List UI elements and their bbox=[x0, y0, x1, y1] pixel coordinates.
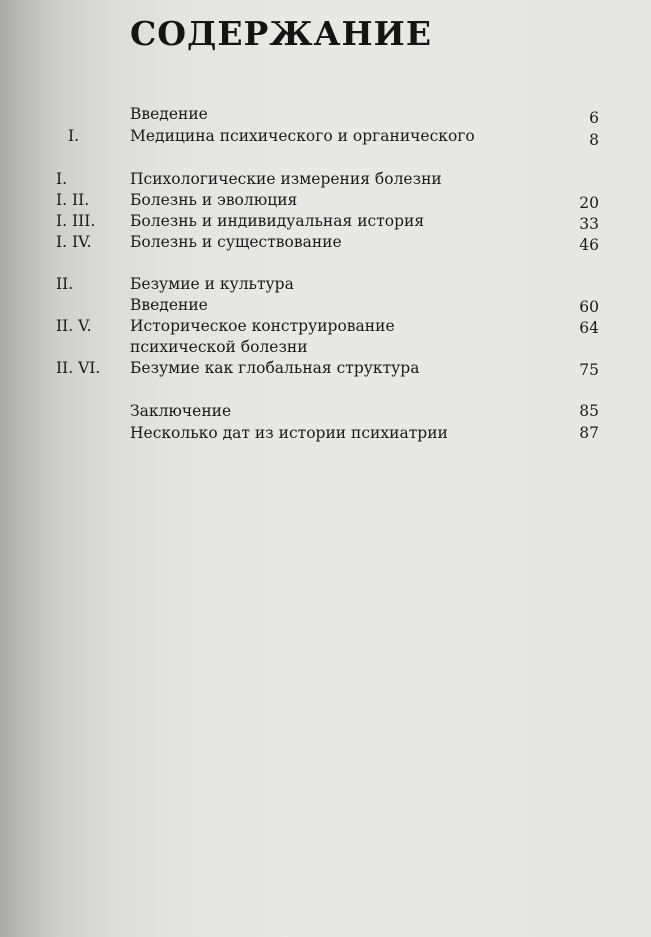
toc-entry-number: I. bbox=[68, 127, 80, 145]
toc-entry-page: 87 bbox=[579, 424, 599, 442]
toc-entry-number: I. IV. bbox=[56, 233, 92, 251]
toc-entry-page: 64 bbox=[579, 319, 599, 337]
page-title: СОДЕРЖАНИЕ bbox=[130, 14, 433, 53]
toc-entry-historical-construction-cont bbox=[0, 337, 651, 357]
toc-entry-number: I. III. bbox=[56, 212, 96, 230]
toc-entry-madness-culture bbox=[0, 274, 651, 294]
toc-entry-medicine bbox=[0, 126, 651, 149]
toc-entry-page: 85 bbox=[579, 402, 599, 420]
toc-entry-label: Психологические измерения болезни bbox=[130, 170, 442, 188]
toc-entry-label: Безумие как глобальная структура bbox=[130, 359, 420, 377]
toc-entry-psychological-dimensions bbox=[0, 169, 651, 189]
toc-entry-global-structure bbox=[0, 358, 651, 378]
toc-entry-number: I. II. bbox=[56, 191, 90, 209]
toc-entry-page: 20 bbox=[579, 194, 599, 212]
toc-entry-label: психической болезни bbox=[130, 338, 308, 356]
toc-entry-page: 33 bbox=[579, 215, 599, 233]
toc-entry-label: Болезнь и эволюция bbox=[130, 191, 298, 209]
toc-entry-number: II. bbox=[56, 275, 74, 293]
toc-entry-label: Безумие и культура bbox=[130, 275, 294, 293]
toc-entry-page: 6 bbox=[589, 109, 599, 127]
toc-entry-label: Болезнь и индивидуальная история bbox=[130, 212, 425, 230]
toc-entry-label: Заключение bbox=[130, 402, 232, 420]
toc-entry-dates bbox=[0, 423, 651, 443]
toc-entry-number: II. VI. bbox=[56, 359, 101, 377]
toc-entry-label: Несколько дат из истории психиатрии bbox=[130, 424, 448, 442]
toc-entry-existence bbox=[0, 232, 651, 252]
toc-entry-intro bbox=[0, 104, 651, 127]
toc-entry-label: Медицина психического и органического bbox=[130, 127, 475, 145]
toc-entry-page: 75 bbox=[579, 361, 599, 379]
toc-entry-number: I. bbox=[56, 170, 68, 188]
toc-entry-individual-history bbox=[0, 211, 651, 231]
toc-entry-number: II. V. bbox=[56, 317, 92, 335]
toc-entry-historical-construction bbox=[0, 316, 651, 336]
toc-entry-intro-part-two bbox=[0, 295, 651, 315]
toc-entry-evolution bbox=[0, 190, 651, 210]
toc-entry-label: Введение bbox=[130, 296, 208, 314]
toc-entry-page: 60 bbox=[579, 298, 599, 316]
toc-entry-page: 46 bbox=[579, 236, 599, 254]
toc-entry-label: Историческое конструирование bbox=[130, 317, 395, 335]
toc-entry-label: Введение bbox=[130, 105, 208, 123]
toc-entry-label: Болезнь и существование bbox=[130, 233, 342, 251]
toc-entry-page: 8 bbox=[589, 131, 599, 149]
toc-entry-conclusion bbox=[0, 401, 651, 421]
